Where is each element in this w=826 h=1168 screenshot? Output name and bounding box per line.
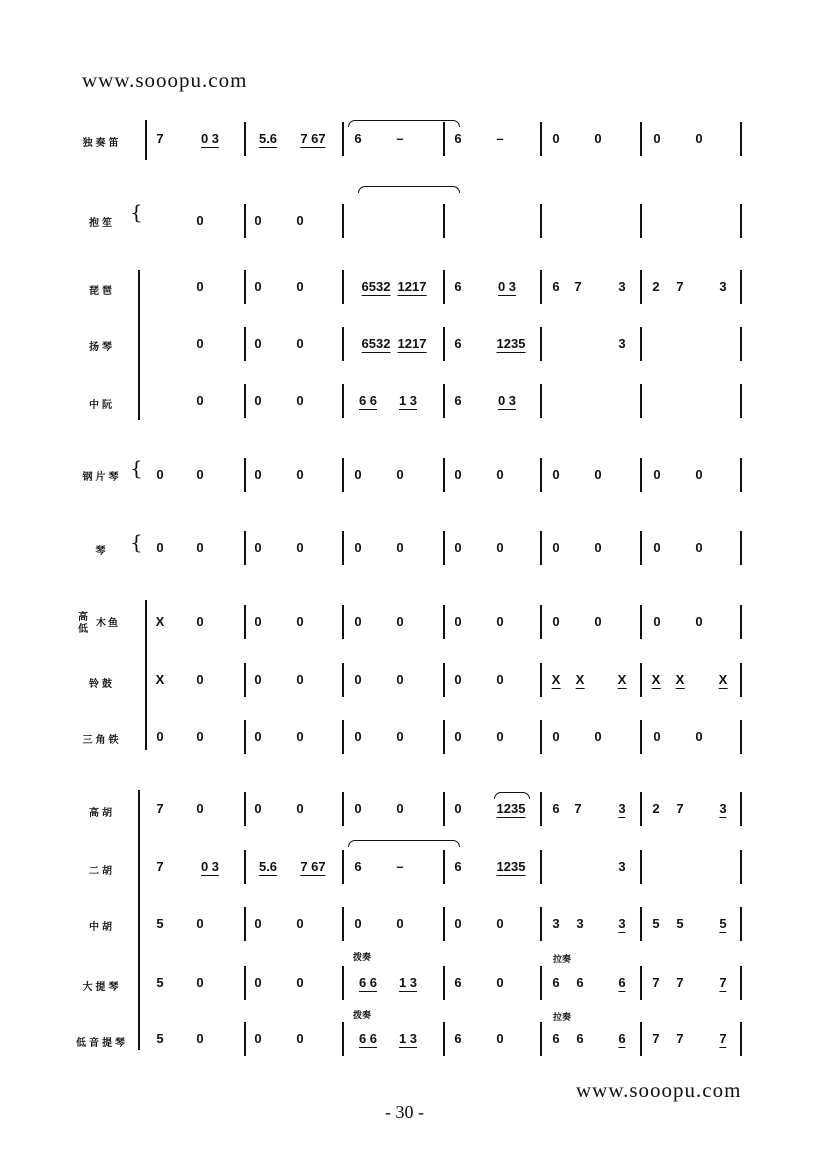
note-pipa: 7 — [676, 279, 684, 294]
note-zhonghu: 3 — [618, 916, 626, 931]
label-celesta: 钢片琴 — [82, 472, 122, 483]
note-erhu: 1235 — [496, 859, 526, 874]
label-harp: 琴 — [95, 546, 109, 557]
label-pipa: 琵琶 — [89, 286, 115, 297]
note-zhonghu: 0 — [254, 916, 262, 931]
note-yangqin: 1235 — [496, 336, 526, 351]
note-muyu: 0 — [354, 614, 362, 629]
label-muyu: 木鱼 — [96, 618, 120, 629]
note-celesta: 0 — [454, 467, 462, 482]
barline-zhongruan-3 — [540, 384, 542, 418]
barline-erhu-5 — [740, 850, 742, 884]
brace-harp: { — [130, 530, 143, 554]
note-triangle: 0 — [594, 729, 602, 744]
note-bass: 7 — [652, 1031, 660, 1046]
note-harp: 0 — [196, 540, 204, 555]
barline-gaohu-1 — [342, 792, 344, 826]
note-solo: 6 — [354, 131, 362, 146]
note-cello: 0 — [254, 975, 262, 990]
note-triangle: 0 — [695, 729, 703, 744]
barline-bass-2 — [443, 1022, 445, 1056]
note-cello: 7 — [652, 975, 660, 990]
note-snare: 0 — [254, 672, 262, 687]
note-erhu: 5.6 — [258, 859, 278, 874]
barline-sheng-1 — [342, 204, 344, 238]
note-pipa: 6 — [552, 279, 560, 294]
note-triangle: 0 — [254, 729, 262, 744]
note-harp: 0 — [354, 540, 362, 555]
note-pipa: 6 — [454, 279, 462, 294]
note-gaohu: 6 — [552, 801, 560, 816]
note-celesta: 0 — [653, 467, 661, 482]
note-zhongruan: 0 — [296, 393, 304, 408]
label-solo-dizi: 独奏笛 — [82, 138, 122, 149]
note-celesta: 0 — [496, 467, 504, 482]
note-bass: 6 — [552, 1031, 560, 1046]
note-harp: 0 — [594, 540, 602, 555]
note-cello: 1 3 — [398, 975, 418, 990]
note-snare: X — [718, 672, 728, 687]
arco-bass: 拉奏 — [552, 1012, 572, 1022]
note-muyu: 0 — [552, 614, 560, 629]
note-yangqin: 0 — [254, 336, 262, 351]
note-zhonghu: 0 — [354, 916, 362, 931]
note-muyu: 0 — [496, 614, 504, 629]
label-zhongruan: 中阮 — [89, 400, 115, 411]
label-sheng: 抱笙 — [89, 218, 115, 229]
barline-pipa-0 — [244, 270, 246, 304]
barline-zhongruan-0 — [244, 384, 246, 418]
note-solo: 0 — [695, 131, 703, 146]
barline-snare-0 — [244, 663, 246, 697]
barline-triangle-5 — [740, 720, 742, 754]
note-cello: 6 — [576, 975, 584, 990]
barline-harp-4 — [640, 531, 642, 565]
note-yangqin: 6 — [454, 336, 462, 351]
label-yangqin: 扬琴 — [89, 342, 115, 353]
barline-celesta-0 — [244, 458, 246, 492]
barline-cello-2 — [443, 966, 445, 1000]
note-celesta: 0 — [254, 467, 262, 482]
barline-solo-4 — [640, 122, 642, 156]
note-yangqin: 1217 — [397, 336, 427, 351]
note-harp: 0 — [552, 540, 560, 555]
note-snare: X — [575, 672, 585, 687]
barline-erhu-1 — [342, 850, 344, 884]
barline-solo-5 — [740, 122, 742, 156]
note-zhongruan: 6 6 — [358, 393, 378, 408]
note-gaohu: 0 — [354, 801, 362, 816]
note-bass: 0 — [196, 1031, 204, 1046]
note-pipa: 0 — [296, 279, 304, 294]
brace-sheng: { — [130, 200, 143, 224]
note-triangle: 0 — [296, 729, 304, 744]
barline-cello-0 — [244, 966, 246, 1000]
note-triangle: 0 — [496, 729, 504, 744]
note-bass: 0 — [496, 1031, 504, 1046]
barline-pipa-3 — [540, 270, 542, 304]
barline-gaohu-5 — [740, 792, 742, 826]
note-zhongruan: 6 — [454, 393, 462, 408]
barline-sheng-2 — [443, 204, 445, 238]
note-erhu: 6 — [454, 859, 462, 874]
barline-triangle-4 — [640, 720, 642, 754]
note-gaohu: 0 — [254, 801, 262, 816]
barline-harp-3 — [540, 531, 542, 565]
note-cello: 6 — [454, 975, 462, 990]
note-gaohu: 2 — [652, 801, 660, 816]
note-pipa: 0 — [254, 279, 262, 294]
note-solo: 7 67 — [300, 131, 326, 146]
note-bass: 1 3 — [398, 1031, 418, 1046]
barline-solo-2 — [443, 122, 445, 156]
barline-triangle-0 — [244, 720, 246, 754]
note-gaohu: 7 — [676, 801, 684, 816]
barline-muyu-0 — [244, 605, 246, 639]
barline-snare-2 — [443, 663, 445, 697]
note-solo: 7 — [156, 131, 164, 146]
note-cello: 6 — [618, 975, 626, 990]
note-erhu: 3 — [618, 859, 626, 874]
note-zhonghu: 5 — [676, 916, 684, 931]
note-harp: 0 — [496, 540, 504, 555]
note-erhu: 7 — [156, 859, 164, 874]
note-snare: 0 — [354, 672, 362, 687]
brace-celesta: { — [130, 456, 143, 480]
note-solo: 0 — [594, 131, 602, 146]
note-harp: 0 — [454, 540, 462, 555]
barline-triangle-2 — [443, 720, 445, 754]
note-celesta: 0 — [296, 467, 304, 482]
tie-erhu — [348, 840, 460, 847]
note-triangle: 0 — [156, 729, 164, 744]
barline-celesta-3 — [540, 458, 542, 492]
note-triangle: 0 — [552, 729, 560, 744]
note-muyu: 0 — [695, 614, 703, 629]
barline-bass-3 — [540, 1022, 542, 1056]
barline-erhu-0 — [244, 850, 246, 884]
note-harp: 0 — [653, 540, 661, 555]
barline-snare-4 — [640, 663, 642, 697]
note-zhongruan: 0 — [196, 393, 204, 408]
label-zhonghu: 中胡 — [89, 922, 115, 933]
barline-gaohu-2 — [443, 792, 445, 826]
note-solo: – — [396, 131, 404, 146]
barline-cello-4 — [640, 966, 642, 1000]
note-gaohu: 1235 — [496, 801, 526, 816]
barline-yangqin-4 — [640, 327, 642, 361]
note-yangqin: 0 — [196, 336, 204, 351]
note-muyu: 0 — [254, 614, 262, 629]
barline-bass-1 — [342, 1022, 344, 1056]
note-pipa: 3 — [719, 279, 727, 294]
tie-gaohu-1235 — [494, 792, 530, 799]
note-pipa: 7 — [574, 279, 582, 294]
label-bass: 低音提琴 — [76, 1038, 128, 1049]
barline-sheng-5 — [740, 204, 742, 238]
barline-celesta-1 — [342, 458, 344, 492]
note-celesta: 0 — [396, 467, 404, 482]
barline-sheng-0 — [244, 204, 246, 238]
note-cello: 7 — [676, 975, 684, 990]
label-gaohu: 高胡 — [89, 808, 115, 819]
note-cello: 0 — [196, 975, 204, 990]
barline-bass-0 — [244, 1022, 246, 1056]
note-yangqin: 0 — [296, 336, 304, 351]
barline-muyu-1 — [342, 605, 344, 639]
note-muyu: 0 — [653, 614, 661, 629]
barline-cello-5 — [740, 966, 742, 1000]
barline-zhonghu-3 — [540, 907, 542, 941]
note-triangle: 0 — [454, 729, 462, 744]
barline-zhonghu-5 — [740, 907, 742, 941]
tie-sheng — [358, 186, 460, 193]
note-cello: 6 6 — [358, 975, 378, 990]
note-bass: 6 — [454, 1031, 462, 1046]
barline-gaohu-0 — [244, 792, 246, 826]
arco-cello: 拉奏 — [552, 954, 572, 964]
note-bass: 6 6 — [358, 1031, 378, 1046]
note-yangqin: 3 — [618, 336, 626, 351]
note-harp: 0 — [396, 540, 404, 555]
note-triangle: 0 — [653, 729, 661, 744]
system-line-strings — [138, 790, 140, 1050]
barline-gaohu-3 — [540, 792, 542, 826]
note-bass: 7 — [676, 1031, 684, 1046]
label-muyu-lo: 低 — [78, 624, 88, 635]
barline-muyu-5 — [740, 605, 742, 639]
note-celesta: 0 — [354, 467, 362, 482]
note-muyu: 0 — [454, 614, 462, 629]
note-pipa: 1217 — [397, 279, 427, 294]
note-gaohu: 7 — [156, 801, 164, 816]
note-muyu: 0 — [296, 614, 304, 629]
note-zhongruan: 0 3 — [497, 393, 517, 408]
note-bass: 5 — [156, 1031, 164, 1046]
note-gaohu: 0 — [296, 801, 304, 816]
system-line-solo — [145, 120, 147, 160]
note-celesta: 0 — [552, 467, 560, 482]
note-cello: 0 — [496, 975, 504, 990]
barline-muyu-4 — [640, 605, 642, 639]
note-zhongruan: 0 — [254, 393, 262, 408]
page-number: - 30 - — [385, 1102, 424, 1122]
barline-triangle-1 — [342, 720, 344, 754]
note-zhonghu: 3 — [552, 916, 560, 931]
barline-zhongruan-4 — [640, 384, 642, 418]
barline-bass-5 — [740, 1022, 742, 1056]
tie-solo — [348, 120, 460, 127]
note-zhonghu: 5 — [652, 916, 660, 931]
note-sheng: 0 — [296, 213, 304, 228]
barline-sheng-3 — [540, 204, 542, 238]
note-snare: X — [155, 672, 165, 687]
note-cello: 6 — [552, 975, 560, 990]
barline-zhonghu-1 — [342, 907, 344, 941]
note-snare: 0 — [196, 672, 204, 687]
barline-solo-0 — [244, 122, 246, 156]
barline-snare-3 — [540, 663, 542, 697]
note-triangle: 0 — [354, 729, 362, 744]
note-zhonghu: 0 — [496, 916, 504, 931]
note-snare: X — [651, 672, 661, 687]
note-triangle: 0 — [196, 729, 204, 744]
note-solo: – — [496, 131, 504, 146]
note-pipa: 0 3 — [497, 279, 517, 294]
note-muyu: 0 — [594, 614, 602, 629]
note-celesta: 0 — [196, 467, 204, 482]
barline-snare-5 — [740, 663, 742, 697]
barline-celesta-2 — [443, 458, 445, 492]
note-zhonghu: 0 — [454, 916, 462, 931]
label-triangle: 三角铁 — [82, 735, 122, 746]
barline-celesta-5 — [740, 458, 742, 492]
note-gaohu: 0 — [196, 801, 204, 816]
barline-celesta-4 — [640, 458, 642, 492]
barline-pipa-2 — [443, 270, 445, 304]
barline-zhongruan-5 — [740, 384, 742, 418]
note-pipa: 3 — [618, 279, 626, 294]
note-gaohu: 0 — [396, 801, 404, 816]
note-solo: 5.6 — [258, 131, 278, 146]
barline-yangqin-1 — [342, 327, 344, 361]
barline-harp-1 — [342, 531, 344, 565]
note-sheng: 0 — [254, 213, 262, 228]
barline-zhonghu-4 — [640, 907, 642, 941]
note-pipa: 6532 — [361, 279, 391, 294]
barline-pipa-4 — [640, 270, 642, 304]
note-erhu: – — [396, 859, 404, 874]
note-snare: X — [675, 672, 685, 687]
note-zhongruan: 1 3 — [398, 393, 418, 408]
note-harp: 0 — [254, 540, 262, 555]
barline-triangle-3 — [540, 720, 542, 754]
watermark-bottom: www.sooopu.com — [576, 1078, 742, 1102]
note-bass: 6 — [576, 1031, 584, 1046]
pizz-bass: 拨奏 — [352, 1010, 372, 1020]
note-cello: 7 — [719, 975, 727, 990]
barline-yangqin-2 — [443, 327, 445, 361]
barline-pipa-5 — [740, 270, 742, 304]
note-harp: 0 — [156, 540, 164, 555]
note-muyu: X — [155, 614, 165, 629]
note-solo: 0 — [552, 131, 560, 146]
barline-cello-3 — [540, 966, 542, 1000]
note-zhonghu: 0 — [296, 916, 304, 931]
system-line-plucked — [138, 270, 140, 420]
note-triangle: 0 — [396, 729, 404, 744]
note-harp: 0 — [296, 540, 304, 555]
note-erhu: 0 3 — [200, 859, 220, 874]
note-muyu: 0 — [396, 614, 404, 629]
barline-harp-5 — [740, 531, 742, 565]
note-bass: 0 — [254, 1031, 262, 1046]
note-zhonghu: 5 — [719, 916, 727, 931]
note-bass: 7 — [719, 1031, 727, 1046]
note-solo: 0 — [653, 131, 661, 146]
note-snare: 0 — [296, 672, 304, 687]
barline-erhu-3 — [540, 850, 542, 884]
note-bass: 0 — [296, 1031, 304, 1046]
barline-erhu-4 — [640, 850, 642, 884]
label-snare: 铃鼓 — [89, 679, 115, 690]
barline-erhu-2 — [443, 850, 445, 884]
note-snare: 0 — [454, 672, 462, 687]
note-bass: 6 — [618, 1031, 626, 1046]
note-snare: 0 — [396, 672, 404, 687]
note-snare: 0 — [496, 672, 504, 687]
note-yangqin: 6532 — [361, 336, 391, 351]
pizz-cello: 拨奏 — [352, 952, 372, 962]
barline-zhongruan-1 — [342, 384, 344, 418]
note-erhu: 6 — [354, 859, 362, 874]
note-gaohu: 0 — [454, 801, 462, 816]
note-celesta: 0 — [156, 467, 164, 482]
barline-sheng-4 — [640, 204, 642, 238]
note-zhonghu: 0 — [196, 916, 204, 931]
note-gaohu: 3 — [719, 801, 727, 816]
note-snare: X — [551, 672, 561, 687]
barline-yangqin-3 — [540, 327, 542, 361]
note-solo: 6 — [454, 131, 462, 146]
note-pipa: 0 — [196, 279, 204, 294]
barline-zhonghu-0 — [244, 907, 246, 941]
system-line-percussion — [145, 600, 147, 750]
label-erhu: 二胡 — [89, 866, 115, 877]
note-sheng: 0 — [196, 213, 204, 228]
barline-yangqin-0 — [244, 327, 246, 361]
note-harp: 0 — [695, 540, 703, 555]
note-cello: 0 — [296, 975, 304, 990]
barline-yangqin-5 — [740, 327, 742, 361]
barline-harp-0 — [244, 531, 246, 565]
watermark-top: www.sooopu.com — [82, 68, 248, 92]
barline-snare-1 — [342, 663, 344, 697]
barline-cello-1 — [342, 966, 344, 1000]
barline-muyu-3 — [540, 605, 542, 639]
barline-bass-4 — [640, 1022, 642, 1056]
note-celesta: 0 — [695, 467, 703, 482]
note-erhu: 7 67 — [300, 859, 326, 874]
barline-zhongruan-2 — [443, 384, 445, 418]
barline-solo-1 — [342, 122, 344, 156]
barline-zhonghu-2 — [443, 907, 445, 941]
barline-gaohu-4 — [640, 792, 642, 826]
note-zhonghu: 3 — [576, 916, 584, 931]
label-muyu-hi: 高 — [78, 612, 88, 623]
barline-solo-3 — [540, 122, 542, 156]
note-muyu: 0 — [196, 614, 204, 629]
note-zhonghu: 0 — [396, 916, 404, 931]
note-gaohu: 3 — [618, 801, 626, 816]
note-snare: X — [617, 672, 627, 687]
barline-muyu-2 — [443, 605, 445, 639]
note-gaohu: 7 — [574, 801, 582, 816]
barline-pipa-1 — [342, 270, 344, 304]
barline-harp-2 — [443, 531, 445, 565]
note-celesta: 0 — [594, 467, 602, 482]
note-pipa: 2 — [652, 279, 660, 294]
note-solo: 0 3 — [200, 131, 220, 146]
label-cello: 大提琴 — [82, 982, 122, 993]
note-zhonghu: 5 — [156, 916, 164, 931]
note-cello: 5 — [156, 975, 164, 990]
